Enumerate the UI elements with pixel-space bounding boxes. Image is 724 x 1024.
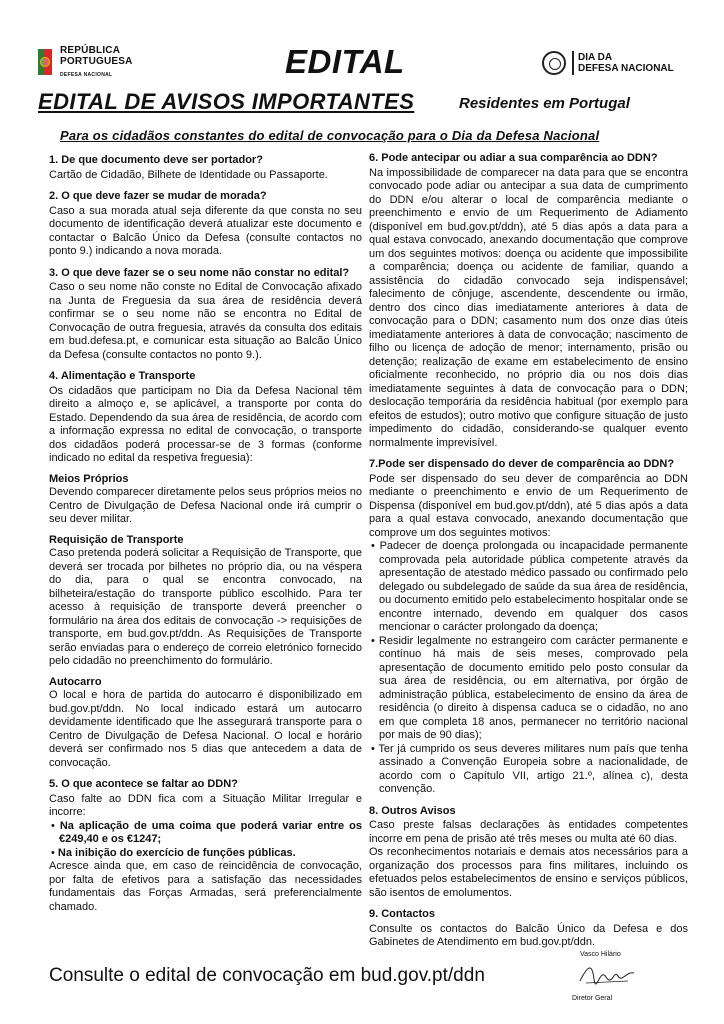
section-title: 7.Pode ser dispensado do dever de comparência ao DDN? <box>369 458 675 470</box>
section-3 <box>49 267 362 363</box>
section-text: Caso o seu nome não conste no Edital de Convocação afixado na Junta de Freguesia da sua área de residência deverá confirmar se o seu nome não se encontra no Edital de Convocação de outra freguesia, através da consulta dos editais em bud.defesa.pt, e comunicar esta situação ao Balcão Único da Defesa (consulte contactos no ponto 9.). <box>49 281 362 361</box>
republic-logo <box>38 44 208 84</box>
section-title: 9. Contactos <box>369 908 436 920</box>
ddn-line-1: DIA DA <box>578 52 613 63</box>
section-6 <box>369 152 688 450</box>
section-8 <box>369 805 688 901</box>
edital-heading: EDITAL <box>285 43 405 80</box>
republic-line-2: PORTUGUESA <box>60 56 133 67</box>
ddn-emblem-icon <box>542 51 566 75</box>
list-item: • Na aplicação de uma coima que poderá variar entre os €249,40 e os €1247; <box>51 819 362 845</box>
signatory-name: Vasco Hilário <box>580 951 621 958</box>
section-text: Os reconhecimentos notariais e demais atos necessários para a organização dos processos para fins militares, incluindo os efetuados pelos estabelecimentos de ensino e serviços públicos, são isentos de emolumentos. <box>369 846 688 899</box>
section-text: O local e hora de partida do autocarro é disponibilizado em bud.gov.pt/ddn. No local indicado estará um autocarro devidamente identificado que lhe assegurará transporte para o Centro de Divulgação de Defesa Nacional. O local e horário deverá ser confirmado nos 5 dias que antecedem a data de convocação. <box>49 689 362 769</box>
section-2 <box>49 190 362 259</box>
section-title: 4. Alimentação e Transporte <box>49 370 196 382</box>
ddn-separator <box>572 51 574 75</box>
ddn-name <box>578 52 674 74</box>
section-7 <box>369 458 688 797</box>
section-text: Consulte os contactos do Balcão Único da Defesa e dos Gabinetes de Atendimento em bud.gov.pt/ddn. <box>369 922 688 948</box>
section-text: Pode ser dispensado do seu dever de comparência ao DDN mediante o preenchimento e envio de um Requerimento de Dispensa (disponível em bud.gov.pt/ddn), até 5 dias após a data para a qual estava convocado, anexando documentação que comprove um dos seguintes motivos: <box>369 472 688 539</box>
section-text: Os cidadãos que participam no Dia da Defesa Nacional têm direito a almoço e, se aplicável, a transporte por conta do Estado. Dependendo da sua área de residência, de acordo com a informação expressa no edital de convocação, o transporte dos cidadãos poderá processar-se de 3 formas (conforme indicado no edital da respetiva freguesia): <box>49 384 362 464</box>
signature-block <box>560 951 680 1011</box>
section-title: 1. De que documento deve ser portador? <box>49 154 263 166</box>
section-text: Devendo comparecer diretamente pelos seus próprios meios no Centro de Divulgação de Defesa Nacional onde irá cumprir o seu dever militar. <box>49 486 362 525</box>
list-item: • Ter já cumprido os seus deveres militares num país que tenha assinado a Convenção Europeia sobre a nacionalidade, de acordo com o Capítulo VII, artigo 21.º, alínea c), desta convenção. <box>371 742 688 795</box>
section-text: Na impossibilidade de comparecer na data para que se encontra convocado pode adiar ou antecipar a sua data de cumprimento do DDN e/ou alterar o local de comparência mediante o preenchimento e envio de um Requerimento de Adiamento (disponível em bud.gov.pt/ddn), até 5 dias após a data para a qual estava convocado, anexando documentação que comprove um dos seguintes motivos: doença ou acidente que impossibilite a comparência; doença ou acidente de familiar, quando a assistência do cidadão convocado seja indispensável; falecimento de cônjuge, ascendente, descendente ou irmão, dentro dos cinco dias imediatamente anteriores à data de convocação para o DDN; casamento num dos onze dias úteis imediatamente anteriores à data de convocação; nascimento de filho ou licença de adoção de menor; internamento, prisão ou detenção; realização de exame em estabelecimento de ensino oficialmente reconhecido, no próprio dia ou nos dois dias imediatamente seguintes à data de convocação para o DDN; deslocação temporária da residência habitual (por exemplo para efeitos de estudos); outro motivo que configure situação de justo impedimento do cidadão, considerando-se qualquer evento normalmente imprevisível. <box>369 166 688 449</box>
portugal-flag-icon <box>38 49 52 75</box>
left-column <box>49 154 362 922</box>
section-5 <box>49 778 362 914</box>
section-9 <box>369 908 688 950</box>
republic-line-1: REPÚBLICA <box>60 45 121 56</box>
signature-scribble <box>578 961 638 987</box>
section-4 <box>49 370 362 770</box>
list-item: • Padecer de doença prolongada ou incapacidade permanente comprovada pela autoridade pública competente através da apresentação de atestado médico passado ou confirmado pelo delegado ou subdelegado de saúde da sua área de residência, ou documento emitido pelo estabelecimento hospitalar onde se encontre internado, devendo em qualquer dos casos mencionar o carácter prolongado da doença; <box>371 540 688 633</box>
right-column <box>369 152 688 958</box>
ddn-line-2: DEFESA NACIONAL <box>578 63 674 74</box>
signatory-role: Diretor Geral <box>572 995 613 1002</box>
list-item: • Residir legalmente no estrangeiro com carácter permanente e contínuo há mais de seis meses, comprovado pela apresentação de documento emitido pelo posto consular da sua área de residência, ou em alternativa, por órgão de administração pública, estabelecimento de ensino da área de residência (o direito à dispensa caduca se o cidadão, no ano em que completa 18 anos, permanecer no território nacional por mais de 90 dias); <box>371 634 688 741</box>
section-text: Acresce ainda que, em caso de reincidência de convocação, por falta de efetivos para a satisfação das necessidades fundamentais das Forças Armadas, será preferencialmente chamado. <box>49 860 362 913</box>
ministry-name: DEFESA NACIONAL <box>60 72 113 78</box>
page-title: EDITAL DE AVISOS IMPORTANTES <box>38 89 415 114</box>
audience-label: Residentes em Portugal <box>459 95 630 112</box>
section-title: 2. O que deve fazer se mudar de morada? <box>49 190 267 202</box>
section-title: 5. O que acontece se faltar ao DDN? <box>49 778 238 790</box>
republic-name <box>60 45 133 67</box>
subsection-title: Requisição de Transporte <box>49 533 184 546</box>
section-text: Caso falte ao DDN fica com a Situação Militar Irregular e incorre: <box>49 792 362 818</box>
section-text: Caso preste falsas declarações às entidades competentes incorre em pena de prisão até três meses ou multa até 60 dias. <box>369 819 688 845</box>
section-title: 3. O que deve fazer se o seu nome não constar no edital? <box>49 266 350 279</box>
page-subtitle: Para os cidadãos constantes do edital de convocação para o Dia da Defesa Nacional <box>60 128 600 143</box>
ddn-logo <box>542 51 692 81</box>
section-title: 6. Pode antecipar ou adiar a sua comparência ao DDN? <box>369 152 658 164</box>
section-text: Caso a sua morada atual seja diferente da que consta no seu documento de identificação deverá atualizar este documento e contactar o Balcão Único da Defesa (consulte contactos no ponto 9.) indicando a nova morada. <box>49 204 362 257</box>
list-item: • Na inibição do exercício de funções públicas. <box>51 846 296 859</box>
section-title: 8. Outros Avisos <box>369 804 456 817</box>
subsection-title: Meios Próprios <box>49 472 129 485</box>
section-text: Cartão de Cidadão, Bilhete de Identidade ou Passaporte. <box>49 168 328 181</box>
footer-link-text: Consulte o edital de convocação em bud.gov.pt/ddn <box>49 965 485 986</box>
section-text: Caso pretenda poderá solicitar a Requisição de Transporte, que deverá ser trocada por bilhetes no próprio dia, ou na véspera do dia, para o qual se encontra convocado, na bilheteira/estação do transporte público escolhido. Para ter acesso à requisição de transporte deverá preencher o formulário na área dos editais de convocação -> requisições de transporte, em bud.gov.pt/ddn. As Requisições de Transporte serão enviadas para o endereço de correio eletrónico fornecido pelo cidadão no preenchimento do formulário. <box>49 547 362 667</box>
section-1 <box>49 154 362 182</box>
subsection-title: Autocarro <box>49 675 102 688</box>
